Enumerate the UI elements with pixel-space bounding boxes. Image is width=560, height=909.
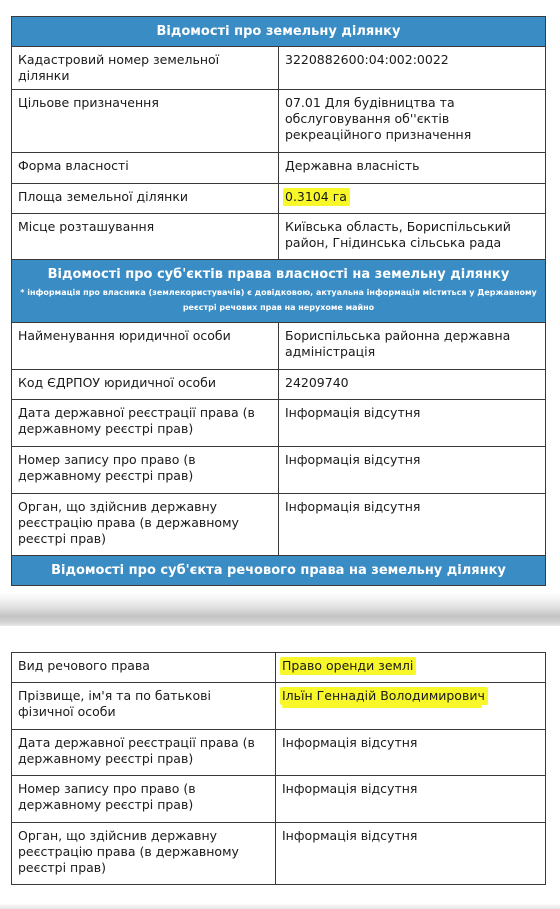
purpose-value: 07.01 Для будівництва та обслуговування об''єктів рекреаційного призначення [279, 90, 546, 153]
row-label: Цільове призначення [12, 90, 279, 153]
highlight-stroke [282, 705, 482, 708]
registration-authority-value: Інформація відсутня [279, 494, 546, 556]
section-header-text: Відомості про суб'єктів права власності на земельну ділянку [47, 267, 510, 282]
table-row [12, 494, 546, 556]
registration-date-value: Інформація відсутня [276, 730, 546, 776]
row-label: Дата державної реєстрації права (в державному реєстрі прав) [12, 400, 279, 447]
row-label: Кадастровий номер земельної ділянки [12, 47, 279, 90]
section-header-owners [12, 260, 546, 323]
table-row [12, 683, 546, 730]
cadastral-number-value: 3220882600:04:002:0022 [279, 47, 546, 90]
table-row [12, 47, 546, 90]
table-row [12, 776, 546, 823]
section-header-text: Відомості про суб'єкта речового права на земельну ділянку [12, 556, 546, 586]
section-header-text: Відомості про земельну ділянку [12, 17, 546, 47]
section-header-land-plot [12, 17, 546, 47]
row-label: Номер запису про право (в державному реєстрі прав) [12, 776, 276, 823]
table-row [12, 653, 546, 683]
document-page-2 [0, 628, 560, 909]
section-header-cell [12, 260, 546, 323]
row-label: Місце розташування [12, 214, 279, 260]
page-separator [0, 592, 560, 626]
row-label: Найменування юридичної особи [12, 323, 279, 370]
table-row [12, 214, 546, 260]
row-label: Вид речового права [12, 653, 276, 683]
right-type-value-highlighted: Право оренди землі [280, 657, 416, 675]
rights-holder-table [11, 652, 546, 885]
table-row [12, 447, 546, 494]
location-value: Київська область, Бориспільський район, Гнідинська сільська рада [279, 214, 546, 260]
row-label: Прізвище, ім'я та по батькові фізичної особи [12, 683, 276, 730]
record-number-value: Інформація відсутня [279, 447, 546, 494]
right-type-cell [276, 653, 546, 683]
table-row [12, 323, 546, 370]
table-row [12, 823, 546, 885]
person-name-cell [276, 683, 546, 730]
legal-entity-name-value: Бориспільська районна державна адміністрація [279, 323, 546, 370]
table-row [12, 730, 546, 776]
area-value-highlighted: 0.3104 га [283, 188, 350, 206]
row-label: Форма власності [12, 153, 279, 184]
registration-date-value: Інформація відсутня [279, 400, 546, 447]
row-label: Номер запису про право (в державному реєстрі прав) [12, 447, 279, 494]
area-cell [279, 184, 546, 214]
ownership-form-value: Державна власність [279, 153, 546, 184]
table-row [12, 153, 546, 184]
row-label: Площа земельної ділянки [12, 184, 279, 214]
row-label: Код ЄДРПОУ юридичної особи [12, 370, 279, 400]
row-label: Орган, що здійснив державну реєстрацію права (в державному реєстрі прав) [12, 823, 276, 885]
land-plot-table [11, 16, 546, 586]
table-row [12, 90, 546, 153]
row-label: Дата державної реєстрації права (в державному реєстрі прав) [12, 730, 276, 776]
table-row [12, 400, 546, 447]
table-row [12, 184, 546, 214]
section-header-rights-holder [12, 556, 546, 586]
row-label: Орган, що здійснив державну реєстрацію права (в державному реєстрі прав) [12, 494, 279, 556]
registration-authority-value: Інформація відсутня [276, 823, 546, 885]
reference-note: * інформація про власника (землекористувачів) є довідковою, актуальна інформація міститься у Державному реєстрі речових прав на нерухоме майно [20, 288, 537, 312]
table-row [12, 370, 546, 400]
edrpou-code-value: 24209740 [279, 370, 546, 400]
page-bottom-edge [0, 903, 560, 909]
record-number-value: Інформація відсутня [276, 776, 546, 823]
person-name-value-highlighted: Ільїн Геннадій Володимирович [280, 687, 488, 705]
